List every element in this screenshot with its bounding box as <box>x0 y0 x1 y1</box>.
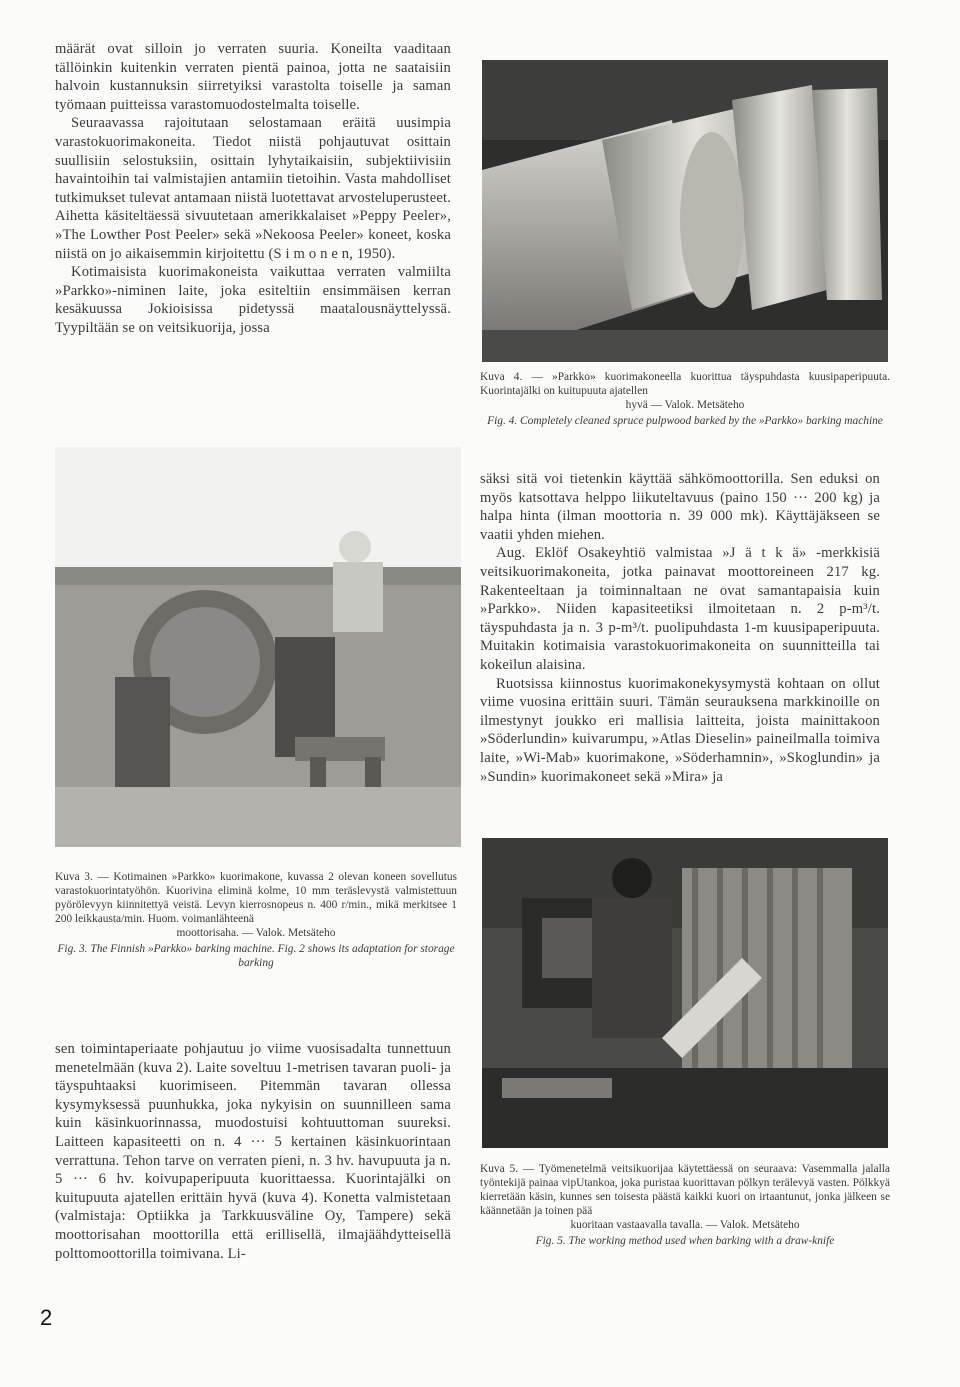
photo-kuva-5-worker <box>482 838 888 1148</box>
bottom-left-text-column <box>55 1040 451 1263</box>
caption-text-en: Fig. 3. The Finnish »Parkko» barking machine. Fig. 2 shows its adaptation for storage barking <box>57 943 455 969</box>
caption-credit: moottorisaha. — Valok. Metsäteho <box>176 927 336 939</box>
caption-text-fi: Kuva 5. — Työmenetelmä veitsikuorijaa käytettäessä on seuraava: Vasemmalla jalalla työntekijä painaa vipUtankoa, joka puristaa kuorittavan pölkyn terälevyä vasten. Pölkkyä kierretään käsin, kunnes sen toisesta päästä kaikki kuori on irtaantunut, jonka jälkeen se käännetään ja toinen pää <box>480 1163 890 1217</box>
caption-text-fi: Kuva 3. — Kotimainen »Parkko» kuorimakone, kuvassa 2 olevan koneen sovellutus varastokuorintatyöhön. Kuorivina eliminä kolme, 10 mm teräslevystä valmistettuun pyörölevyyn kiinnitettyä veistä. Levyn kierrosnopeus n. 400 r/min., mikä merkitsee 1 200 leikkausta/min. Huom. voimanlähteenä <box>55 871 457 925</box>
paragraph: säksi sitä voi tietenkin käyttää sähkömoottorilla. Sen eduksi on myös katsottava helppo liikuteltavuus (paino 150 ··· 200 kg) ja halpa hinta (ilman moottoria n. 39 000 mk). Käyttäjäkseen se vaatii yhden miehen. <box>480 471 880 543</box>
caption-text-fi: Kuva 4. — »Parkko» kuorimakoneella kuorittua täyspuhdasta kuusipaperipuuta. Kuorintajälki on kuitupuuta ajatellen <box>480 371 890 397</box>
paragraph: Aug. Eklöf Osakeyhtiö valmistaa »J ä t k ä» -merkkisiä veitsikuorimakoneita, jotka painavat moottoreineen 217 kg. Rakenteeltaan ja toiminnaltaan ne ovat samantapaisia kuin »Parkko». Niiden kapasiteetiksi ilmoitetaan n. 2 p-m³/t. täyspuhdasta ja n. 3 p-m³/t. puolipuhdasta 1-m kuusipaperipuuta. Muitakin kotimaisia varastokuorimakoneita on suunnitteilla tai kokeilun alaisina. <box>480 545 880 673</box>
paragraph: Seuraavassa rajoitutaan selostamaan eräitä uusimpia varastokuorimakoneita. Tiedot niistä pohjautuvat osittain suullisiin selostuksiin, osittain lyhytaikaisiin, subjektiivisiin havaintoihin tai valmistajien antamiin tietoihin. Vasta mahdolliset tutkimukset tulevat antamaan niistä luotettavat arvosteluperusteet. Aihetta käsiteltäessä sivuutetaan amerikkalaiset »Peppy Peeler», »The Lowther Post Peeler» sekä »Nekoosa Peeler» koneet, koska niistä on jo aikaisemmin kirjoitettu (S i m o n e n, 1950). <box>55 115 451 262</box>
caption-kuva-3 <box>55 870 457 970</box>
caption-kuva-5 <box>480 1162 890 1248</box>
paragraph: Ruotsissa kiinnostus kuorimakonekysymystä kohtaan on ollut viime vuosina erittäin suuri. Tämän seurauksena markkinoille on ilmestynyt joukko eri mallisia laitteita, joista mainittakoon »Söderlundin» kuivarumpu, »Atlas Dieselin» paineilmalla toimiva laite, »Wi-Mab» kuorimakone, »Söderhamnin», »Skoglundin» ja »Sundin» kuorimakoneet sekä »Mira» ja <box>480 675 880 785</box>
page-number: 2 <box>40 1305 53 1330</box>
right-middle-text-column <box>480 470 880 786</box>
paragraph: Kotimaisista kuorimakoneista vaikuttaa verraten valmiilta »Parkko»-niminen laite, joka esiteltiin ensimmäisen kerran kesäkuussa Jokioisissa pidetyssä maatalousnäyttelyssä. Tyypiltään se on veitsikuorija, jossa <box>55 264 451 336</box>
paragraph: sen toimintaperiaate pohjautuu jo viime vuosisadalta tunnettuun menetelmään (kuva 2). Laite soveltuu 1-metrisen tavaran puoli- ja täyspuhtaaksi kuorimiseen. Pitemmän tavaran ollessa kysymyksessä puunhukka, joka nykyisin on suunnilleen sama kuin käsinkuorinnassa, muodostuisi kohtuuttoman suureksi. Laitteen kapasiteetti on n. 4 ··· 5 kertainen käsinkuorintaan verrattuna. Tehon tarve on verraten pieni, n. 3 hv. havupuuta ja n. 5 ··· 6 hv. koivupaperipuuta kuorittaessa. Kuorintajälki on kuitupuuta ajatellen erittäin hyvä (kuva 4). Konetta valmistetaan (valmistaja: Optiikka ja Tarkkuusväline Oy, Tampere) sekä moottorisahan moottorilla että erillisellä, ilmajäähdytteisellä polttomoottorilla toimivana. Li- <box>55 1041 451 1262</box>
caption-text-en: Fig. 5. The working method used when barking with a draw-knife <box>535 1235 835 1247</box>
top-left-text-column <box>55 40 451 338</box>
photo-kuva-3-parkko-machine <box>55 447 461 847</box>
caption-text-en: Fig. 4. Completely cleaned spruce pulpwood barked by the »Parkko» barking machine <box>487 415 883 427</box>
caption-kuva-4 <box>480 370 890 428</box>
caption-credit: kuoritaan vastaavalla tavalla. — Valok. Metsäteho <box>570 1219 800 1231</box>
paragraph: määrät ovat silloin jo verraten suuria. Koneilta vaaditaan tällöinkin kuitenkin verraten pientä painoa, jotta ne saataisiin halvoin kustannuksin siirretyiksi varastolta toiselle ja saman työmaan puitteissa varastomuodostelmalta toiselle. <box>55 41 451 113</box>
photo-kuva-4-logs <box>482 60 888 362</box>
caption-credit: hyvä — Valok. Metsäteho <box>625 399 745 411</box>
